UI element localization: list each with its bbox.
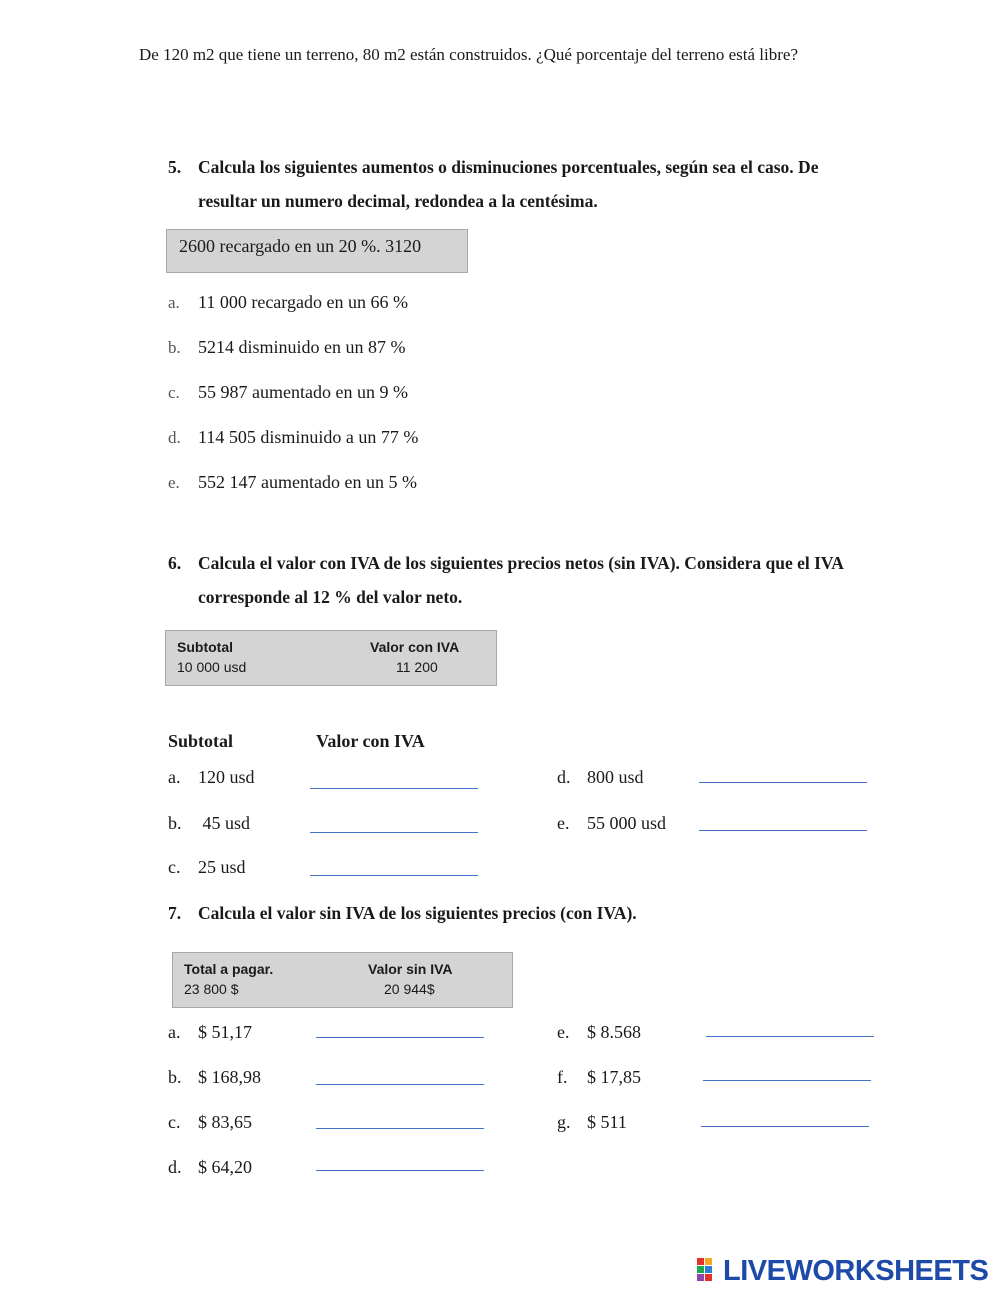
- logo-tiles-icon: [697, 1258, 721, 1282]
- q6-item-value: 800 usd: [587, 767, 644, 787]
- q5-item-text: 5214 disminuido en un 87 %: [198, 337, 406, 357]
- q7-example-total: 23 800 $: [184, 981, 239, 997]
- q6-answer-blank-e[interactable]: [699, 830, 867, 831]
- q7-answer-blank-f[interactable]: [703, 1080, 871, 1081]
- q6-item-value: 45 usd: [198, 813, 251, 833]
- q7-item-value: $ 83,65: [198, 1112, 252, 1132]
- q7-example-box: [172, 952, 513, 1008]
- q7-item-value: $ 51,17: [198, 1022, 252, 1042]
- q5-item-letter: e.: [168, 473, 180, 492]
- q6-example-iva: 11 200: [396, 659, 438, 675]
- q6-answer-blank-b[interactable]: [310, 832, 478, 833]
- q7-item-letter: b.: [168, 1067, 182, 1087]
- q6-column-iva: Valor con IVA: [316, 731, 425, 751]
- q7-item-letter: g.: [557, 1112, 571, 1132]
- q5-item-text: 552 147 aumentado en un 5 %: [198, 472, 417, 492]
- q6-item-letter: b.: [168, 813, 182, 833]
- q7-answer-blank-d[interactable]: [316, 1170, 484, 1171]
- logo-text: LIVEWORKSHEETS: [723, 1255, 989, 1287]
- q6-answer-blank-d[interactable]: [699, 782, 867, 783]
- q6-item-letter: c.: [168, 857, 181, 877]
- q5-text: Calcula los siguientes aumentos o disminuciones porcentuales, según sea el caso. De resultar un numero decimal, redondea a la centésima.: [198, 157, 819, 211]
- q7-example-sin-iva: 20 944$: [384, 981, 435, 997]
- q6-number: 6.: [168, 553, 182, 573]
- q6-example-box: [165, 630, 497, 686]
- q5-item-letter: b.: [168, 338, 181, 357]
- q6-item-value: 55 000 usd: [587, 813, 667, 833]
- q7-item-letter: d.: [168, 1157, 182, 1177]
- q6-example-subtotal: 10 000 usd: [177, 659, 247, 675]
- q7-item-letter: a.: [168, 1022, 181, 1042]
- q7-item-value: $ 8.568: [587, 1022, 641, 1042]
- q6-item-letter: e.: [557, 813, 570, 833]
- q6-text: Calcula el valor con IVA de los siguientes precios netos (sin IVA). Considera que el IVA corresponde al 12 % del valor neto.: [198, 553, 843, 607]
- q6-example-header-iva: Valor con IVA: [370, 639, 460, 655]
- q7-item-value: $ 168,98: [198, 1067, 261, 1087]
- q7-number: 7.: [168, 903, 182, 923]
- q7-item-value: $ 17,85: [587, 1067, 641, 1087]
- q7-text: Calcula el valor sin IVA de los siguientes precios (con IVA).: [198, 903, 637, 923]
- q5-item-text: 114 505 disminuido a un 77 %: [198, 427, 419, 447]
- q5-example-box: [166, 229, 468, 273]
- q7-example-header-total: Total a pagar.: [184, 961, 274, 977]
- q6-answer-blank-a[interactable]: [310, 788, 478, 789]
- q5-item-letter: d.: [168, 428, 181, 447]
- intro-question: De 120 m2 que tiene un terreno, 80 m2 están construidos. ¿Qué porcentaje del terreno está libre?: [139, 45, 798, 64]
- q6-answer-blank-c[interactable]: [310, 875, 478, 876]
- q7-answer-blank-b[interactable]: [316, 1084, 484, 1085]
- q6-column-subtotal: Subtotal: [168, 731, 234, 751]
- q7-answer-blank-c[interactable]: [316, 1128, 484, 1129]
- q5-example-text: 2600 recargado en un 20 %. 3120: [179, 236, 422, 256]
- q7-item-value: $ 64,20: [198, 1157, 252, 1177]
- q5-item-letter: c.: [168, 383, 180, 402]
- q7-answer-blank-g[interactable]: [701, 1126, 869, 1127]
- q7-example-header-sin-iva: Valor sin IVA: [368, 961, 453, 977]
- q6-item-letter: d.: [557, 767, 571, 787]
- q7-item-letter: c.: [168, 1112, 181, 1132]
- q7-answer-blank-e[interactable]: [706, 1036, 874, 1037]
- q5-number: 5.: [168, 157, 182, 177]
- q7-item-letter: e.: [557, 1022, 570, 1042]
- q6-item-value: 25 usd: [198, 857, 246, 877]
- q5-item-text: 11 000 recargado en un 66 %: [198, 292, 408, 312]
- q6-item-value: 120 usd: [198, 767, 255, 787]
- q7-item-letter: f.: [557, 1067, 568, 1087]
- q7-item-value: $ 511: [587, 1112, 627, 1132]
- q5-item-letter: a.: [168, 293, 180, 312]
- q5-item-text: 55 987 aumentado en un 9 %: [198, 382, 408, 402]
- q7-answer-blank-a[interactable]: [316, 1037, 484, 1038]
- q6-item-letter: a.: [168, 767, 181, 787]
- q6-example-header-subtotal: Subtotal: [177, 639, 233, 655]
